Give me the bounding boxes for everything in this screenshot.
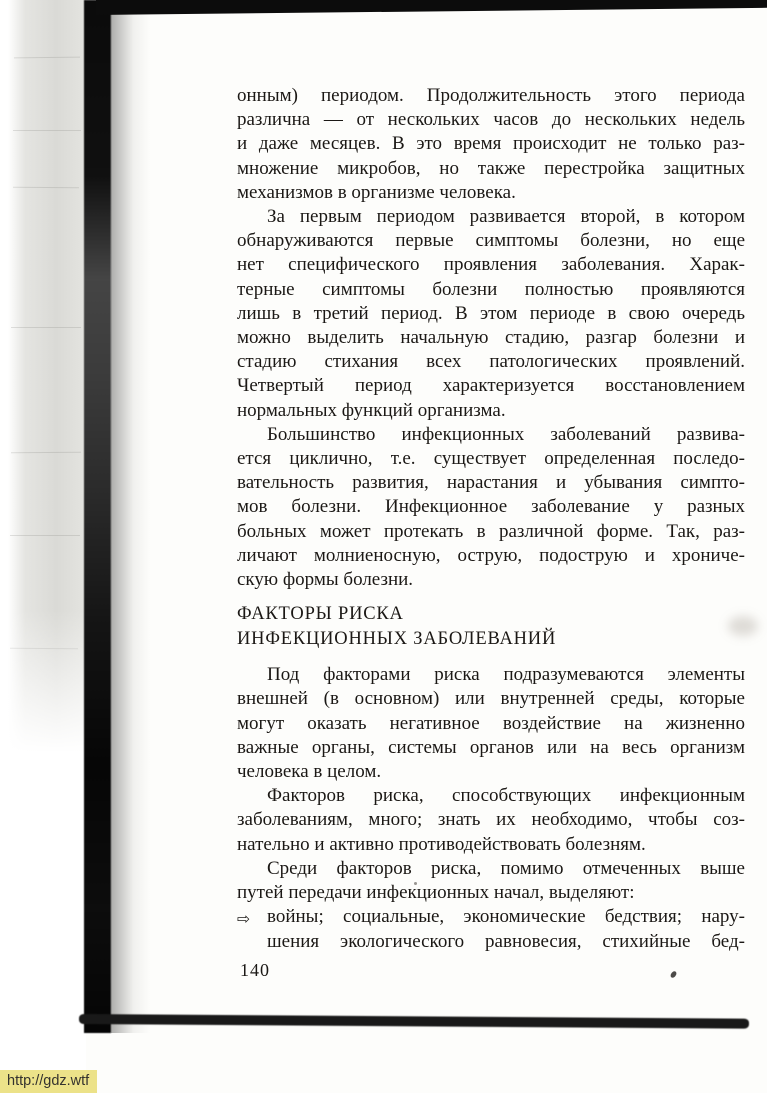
text-line: шения экологического равновесия, стихийные бед- [267,930,745,952]
text-line: нательно и активно противодействовать болезням. [237,833,646,855]
spine-soft-shadow [111,0,161,1033]
text-line: Факторов риска, способствующих инфекционным [267,785,745,807]
text-line: скую формы болезни. [237,569,414,591]
watermark: http://gdz.wtf [0,1070,97,1093]
bullet-item [237,905,745,953]
paragraph [237,84,745,205]
text-line: нет специфического проявления заболевания. Харак- [237,254,745,276]
text-line: и даже месяцев. В это время происходит не только раз- [237,133,745,155]
text-line: обнаруживаются первые симптомы болезни, но еще [237,230,745,252]
text-line: нормальных функций организма. [237,399,506,421]
text-line: Среди факторов риска, помимо отмеченных выше [267,857,745,879]
text-line: мов болезни. Инфекционное заболевание у разных [237,496,745,518]
text-line: важные органы, системы органов или на весь организм [237,736,745,758]
text-line: множение микробов, но также перестройка защитных [237,157,745,179]
text-line: Четвертый период характеризуется восстановлением [237,375,745,397]
paragraph [237,857,745,905]
text-line: больных может протекать в различной форме. Так, раз- [237,520,745,542]
text-line: можно выделить начальную стадию, разгар болезни и [237,327,745,349]
paragraph [237,423,745,592]
text-line: лишь в третий период. В этом периоде в свою очередь [237,302,745,324]
text-line: человека в целом. [237,761,382,783]
text-line: За первым периодом развивается второй, в котором [267,206,745,228]
page-number: 140 [240,959,270,980]
text-column [237,84,745,982]
page-edge-line [11,327,81,328]
text-line: онным) периодом. Продолжительность этого периода [237,85,745,106]
paragraph [237,784,745,857]
text-line: путей передачи инфекционных начал, выделяют: [237,882,635,904]
book-spine-shadow [84,0,111,1033]
page-edge-line [10,535,80,536]
text-line: ется циклично, т.е. существует определенная последо- [237,448,745,470]
paragraph [237,205,745,423]
page-top-edge [96,0,767,15]
text-line: войны; социальные, экономические бедствия; нару- [267,906,745,928]
heading-line: ИНФЕКЦИОННЫХ ЗАБОЛЕВАНИЙ [237,629,557,650]
text-line: внешней (в основном) или внутренней среды, которые [237,688,745,710]
text-line: механизмов в организме человека. [237,181,516,203]
page-edge-line [13,130,81,131]
text-line: Под факторами риска подразумеваются элементы [267,664,745,686]
heading-line: ФАКТОРЫ РИСКА [237,604,404,625]
paragraph [237,663,745,784]
text-line: вательность развития, нарастания и убывания симпто- [237,472,745,494]
text-line: заболеваниям, много; знать их необходимо, чтобы соз- [237,809,745,831]
text-line: могут оказать негативное воздействие на жизненно [237,712,745,734]
section-heading [237,602,745,652]
text-line: терные симптомы болезни полностью проявляются [237,278,745,300]
text-line: различна — от нескольких часов до нескольких недель [237,109,745,131]
text-line: личают молниеносную, острую, подострую и хрониче- [237,544,745,566]
page-bottom-edge [79,1014,749,1029]
text-line: Большинство инфекционных заболеваний развива- [267,423,745,445]
text-line: стадию стихания всех патологических проявлений. [237,351,745,373]
bullet-arrow-icon: ⇨ [237,910,250,929]
page-stack-fade [8,610,86,772]
